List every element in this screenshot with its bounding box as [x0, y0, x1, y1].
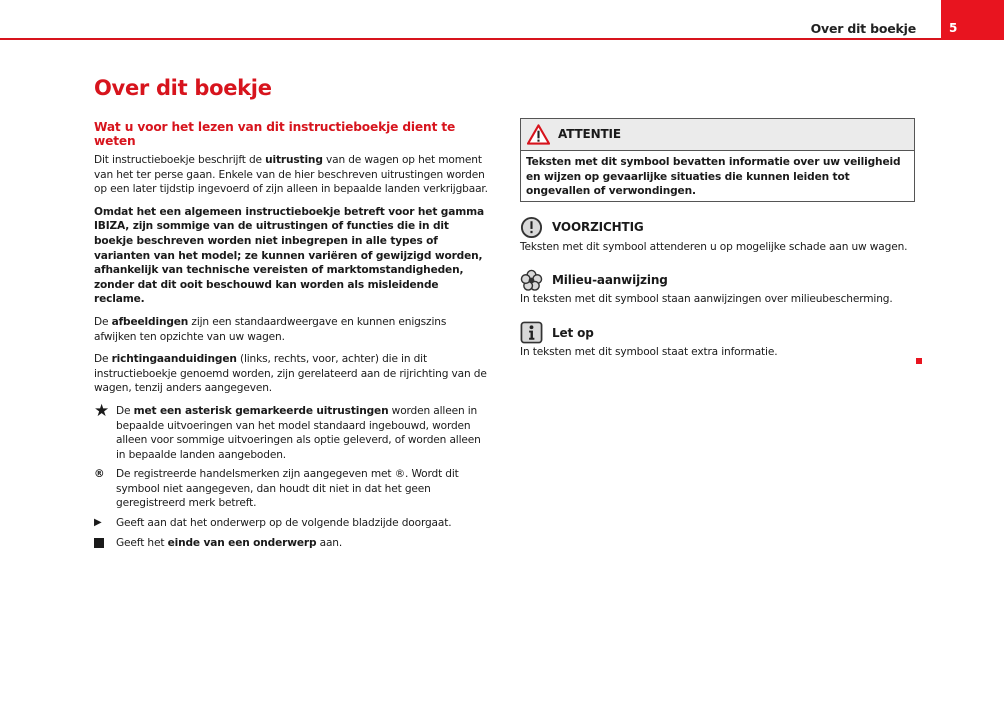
legend-text: De registreerde handelsmerken zijn aangegeven met ®. Wordt dit symbool niet aangegeven, dan houdt dit niet in dat het geen geregistreerd merk betreft.: [116, 468, 459, 510]
images-paragraph: [94, 315, 489, 344]
note-header: [520, 216, 915, 240]
section-subheading: Wat u voor het lezen van dit instructieboekje dient te weten: [94, 120, 456, 148]
bold-term: met een asterisk gemarkeerde uitrustingen: [133, 404, 389, 417]
asterisk-icon: ★: [94, 400, 110, 421]
text: De: [94, 353, 112, 366]
header-rule: [0, 38, 942, 40]
caution-circle-icon: [520, 216, 543, 239]
note-label: Let op: [552, 325, 594, 340]
note-label: VOORZICHTIG: [552, 220, 644, 235]
flower-icon: [520, 269, 543, 292]
running-header: Over dit boekje: [810, 21, 916, 36]
legend-item: [94, 536, 489, 553]
note-header: [520, 268, 915, 292]
legend-item: [94, 400, 489, 462]
bold-term: afbeeldingen: [111, 315, 189, 328]
attentie-label: ATTENTIE: [558, 127, 621, 142]
attentie-header: [521, 119, 914, 151]
note-text: In teksten met dit symbool staat extra informatie.: [520, 345, 778, 358]
page-number-tab: [941, 0, 1004, 40]
text: zijn een standaardweergave en kunnen enigszins afwijken ten opzichte van uw wagen.: [94, 315, 447, 343]
note-text: Teksten met dit symbool attenderen u op mogelijke schade aan uw wagen.: [520, 240, 908, 253]
attentie-text: Teksten met dit symbool bevatten informatie over uw veiligheid en wijzen op gevaarlijke situaties die kunnen leiden tot ongevallen of verwondingen.: [526, 156, 901, 198]
legend-text: Geeft aan dat het onderwerp op de volgende bladzijde doorgaat.: [116, 517, 452, 530]
note-label: Milieu-aanwijzing: [552, 273, 668, 288]
end-square-icon: [94, 536, 116, 553]
legend-text: [116, 404, 489, 462]
disclaimer-paragraph: Omdat het een algemeen instructieboekje betreft voor het gamma IBIZA, zijn sommige van de uitrustingen of functies die in dit boekje beschreven worden niet inbegrepen in alle types of varianten van het model; ze kunnen variëren of gewijzigd worden, afhankelijk van technische vereisten of marktomstandigheden, zonder dat dit ooit beschouwd kan worden als misleidende reclame.: [94, 205, 484, 306]
page-number: 5: [949, 21, 958, 35]
intro-paragraph: [94, 153, 489, 197]
continue-arrow-icon: ▶: [94, 517, 102, 529]
legend-item: [94, 516, 489, 531]
note-text: In teksten met dit symbool staan aanwijzingen over milieubescherming.: [520, 293, 893, 306]
text: Dit instructieboekje beschrijft de: [94, 154, 266, 166]
text: van de wagen op het moment van het ter perse gaan. Enkele van de hier beschreven uitrustingen worden op een later tijdstip ingevoerd of zijn alleen in bepaalde landen verkrijgbaar.: [94, 154, 488, 196]
text: aan.: [316, 536, 343, 549]
note-header: [520, 321, 915, 345]
page-title: Over dit boekje: [94, 76, 272, 100]
text: De: [116, 404, 134, 417]
text: De: [94, 315, 112, 328]
attentie-box: [520, 118, 915, 202]
info-icon: [520, 321, 543, 344]
warning-triangle-icon: [527, 123, 550, 146]
registered-icon: ®: [94, 468, 105, 481]
end-of-topic-icon: [916, 358, 922, 364]
note-let-op: [520, 321, 915, 360]
right-column: [520, 118, 915, 360]
legend-item: [94, 467, 489, 511]
text: worden alleen in bepaalde uitvoeringen van het model standaard ingebouwd, worden alleen voor sommige uitvoeringen als optie geleverd, of worden alleen in bepaalde landen aangeboden.: [116, 404, 481, 461]
note-milieu: [520, 268, 915, 307]
note-voorzichtig: [520, 216, 915, 255]
left-column: [94, 120, 489, 557]
bold-term: einde van een onderwerp: [167, 536, 317, 549]
legend-text: [116, 536, 342, 553]
directions-paragraph: [94, 352, 489, 396]
text: (links, rechts, voor, achter) die in dit instructieboekje genoemd worden, zijn gerelateerd aan de rijrichting van de wagen, tenzij anders aangegeven.: [94, 353, 487, 395]
bold-term: richtingaanduidingen: [111, 353, 237, 366]
text: Geeft het: [116, 536, 168, 549]
bold-term: uitrusting: [265, 154, 323, 166]
